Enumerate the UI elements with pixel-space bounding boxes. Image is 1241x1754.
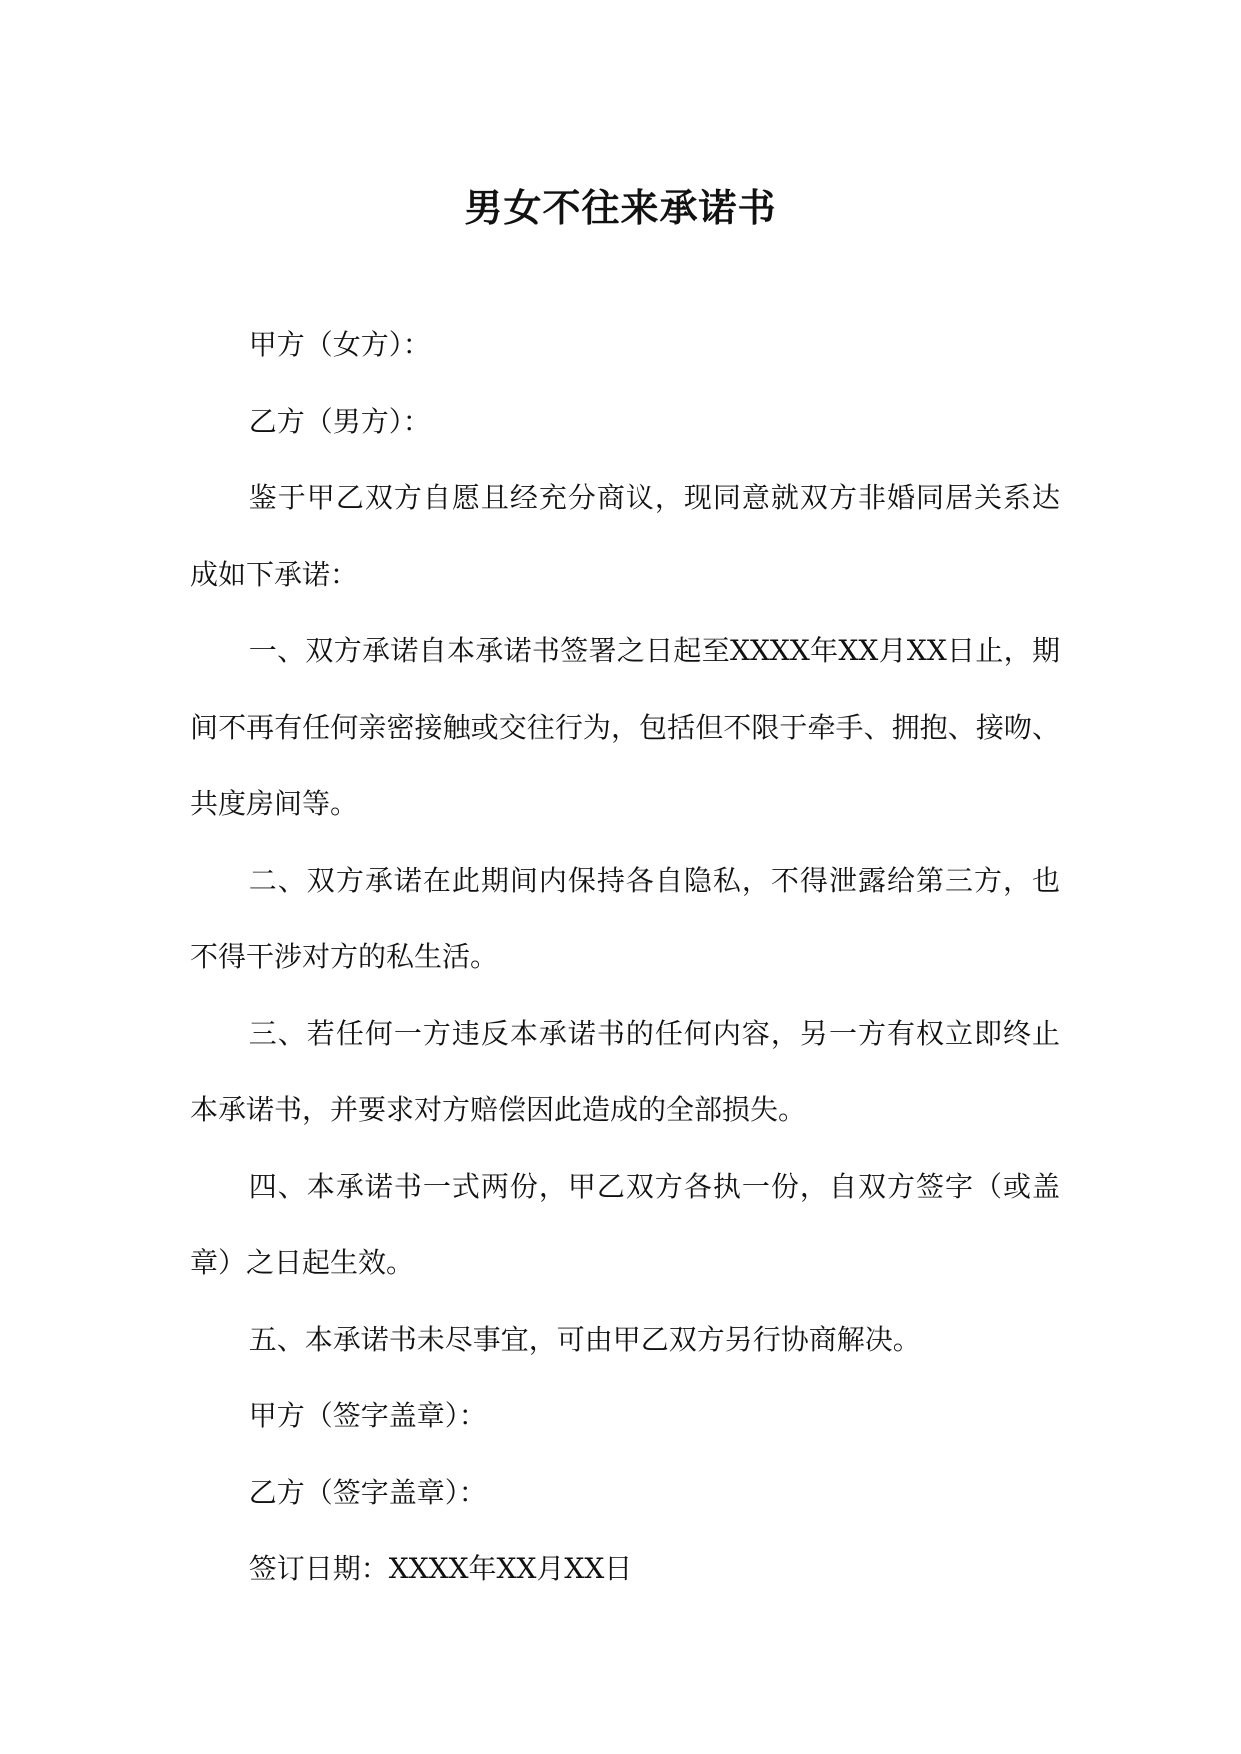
document-title: 男女不往来承诺书 [464,185,777,230]
signature-b-line: 乙方（签字盖章）： [248,1475,487,1509]
clause-3-paragraph: 三、若任何一方违反本承诺书的任何内容，另一方有权立即终止本承诺书，并要求对方赔偿因此造成的全部损失。 [190,1016,1060,1126]
signature-a-line: 甲方（签字盖章）： [248,1399,487,1432]
signing-date-line: 签订日期：XXXX年XX月XX日 [248,1552,633,1585]
clause-4-paragraph: 四、本承诺书一式两份，甲乙双方各执一份，自双方签字（或盖章）之日起生效。 [190,1169,1060,1279]
clause-1-paragraph: 一、双方承诺自本承诺书签署之日起至XXXX年XX月XX日止，期间不再有任何亲密接触或交往行为，包括但不限于牵手、拥抱、接吻、共度房间等。 [190,634,1060,820]
party-a-line: 甲方（女方）： [248,328,431,361]
clause-5-paragraph: 五、本承诺书未尽事宜，可由甲乙双方另行协商解决。 [248,1322,921,1356]
party-b-line: 乙方（男方）： [248,404,431,438]
clause-2-paragraph: 二、双方承诺在此期间内保持各自隐私，不得泄露给第三方，也不得干涉对方的私生活。 [190,863,1060,973]
document-body [190,307,1060,1608]
preamble-paragraph: 鉴于甲乙双方自愿且经充分商议，现同意就双方非婚同居关系达成如下承诺： [190,481,1060,591]
